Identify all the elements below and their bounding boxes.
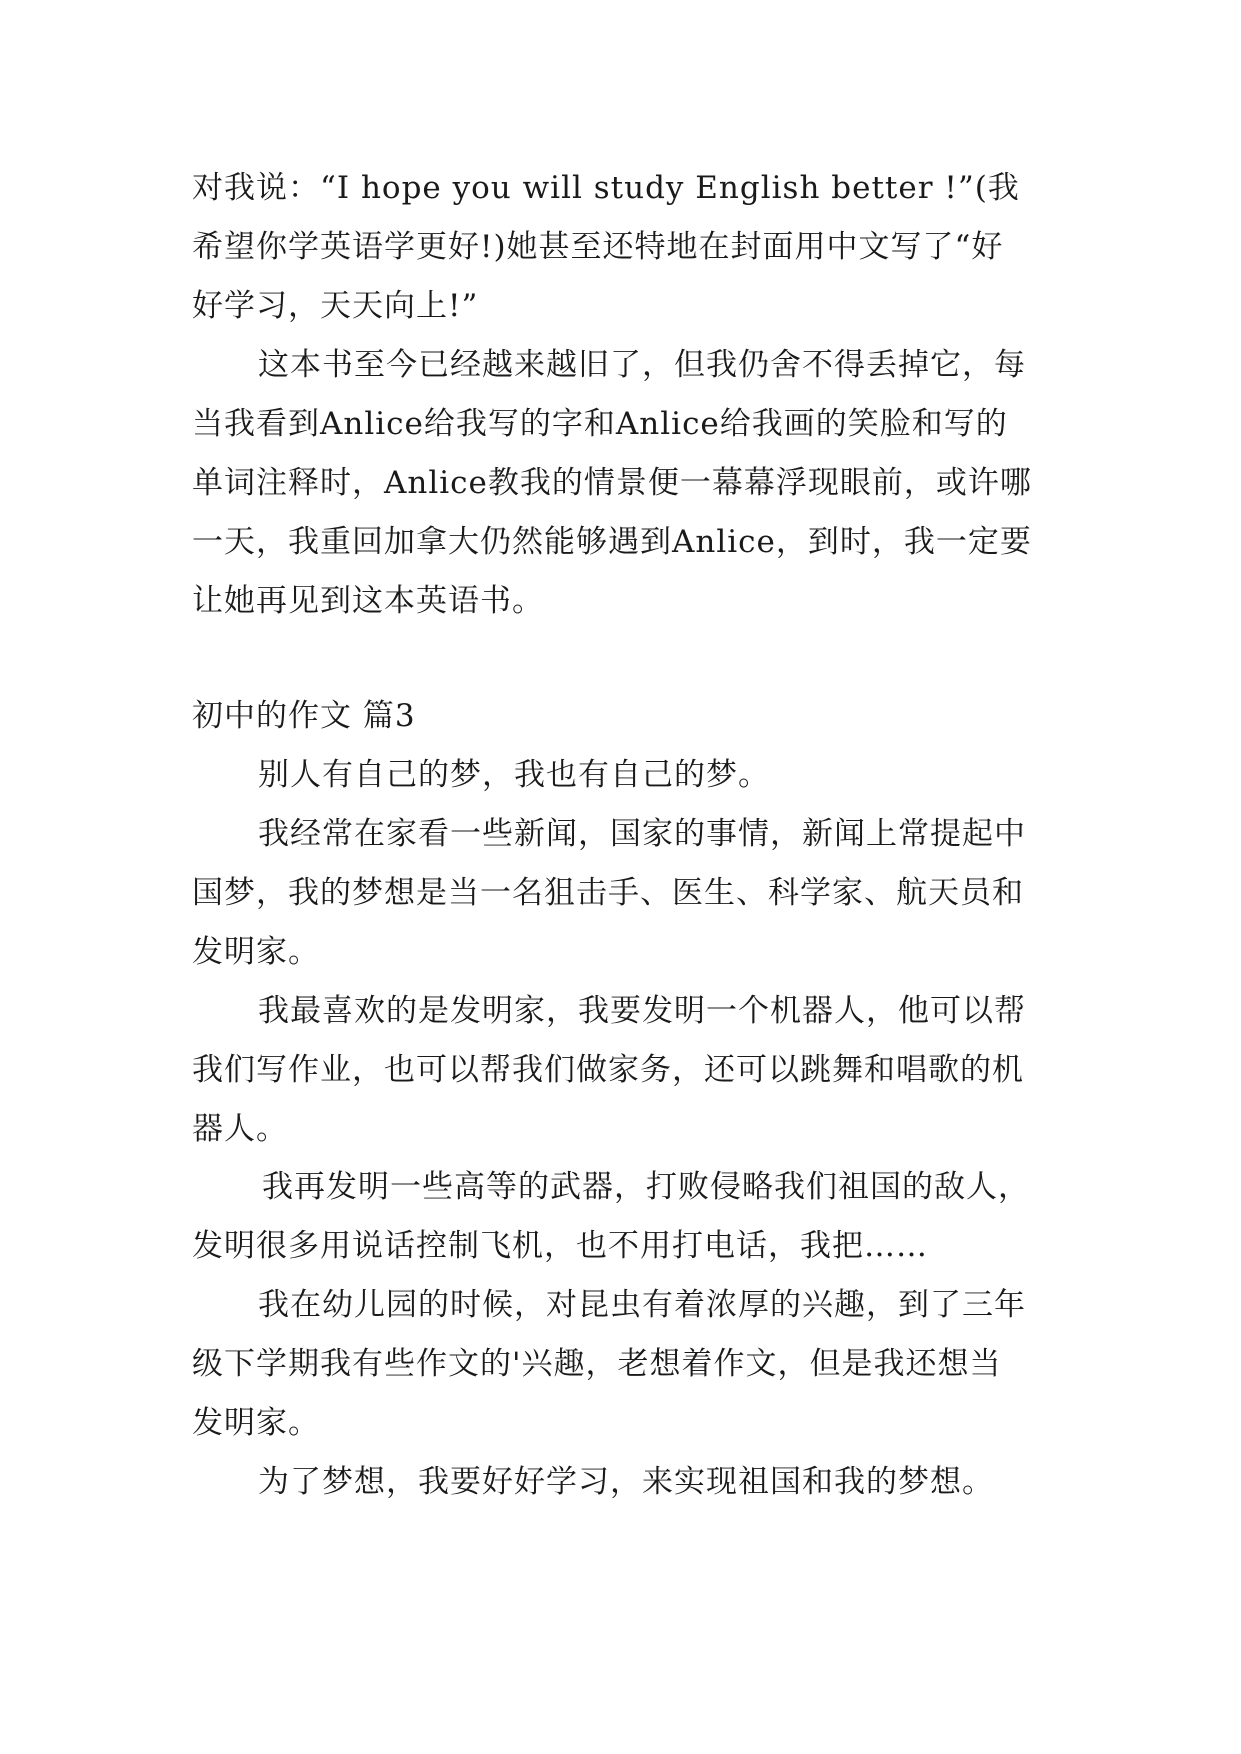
paragraph-line: 让她再见到这本英语书。 [192, 583, 544, 619]
paragraph-line: 我在幼儿园的时候，对昆虫有着浓厚的兴趣，到了三年 [258, 1287, 1026, 1323]
paragraph-line: 这本书至今已经越来越旧了，但我仍舍不得丢掉它，每 [258, 347, 1026, 383]
paragraph-line: 发明家。 [192, 1405, 320, 1441]
paragraph-line: 一天，我重回加拿大仍然能够遇到Anlice，到时，我一定要 [192, 524, 1032, 560]
paragraph-line: 我经常在家看一些新闻，国家的事情，新闻上常提起中 [258, 816, 1026, 852]
paragraph-line: 希望你学英语学更好!)她甚至还特地在封面用中文写了“好 [192, 229, 1004, 265]
paragraph-line: 国梦，我的梦想是当一名狙击手、医生、科学家、航天员和 [192, 875, 1024, 911]
section-heading: 初中的作文 篇3 [192, 698, 416, 734]
paragraph-line: 我最喜欢的是发明家，我要发明一个机器人，他可以帮 [258, 993, 1026, 1029]
paragraph-line: 单词注释时，Anlice教我的情景便一幕幕浮现眼前，或许哪 [192, 465, 1032, 501]
paragraph-line: 器人。 [192, 1111, 288, 1147]
paragraph-line: 我们写作业，也可以帮我们做家务，还可以跳舞和唱歌的机 [192, 1052, 1024, 1088]
paragraph-line: 级下学期我有些作文的'兴趣，老想着作文，但是我还想当 [192, 1346, 1002, 1382]
paragraph-line: 发明家。 [192, 934, 320, 970]
paragraph-line: 我再发明一些高等的武器，打败侵略我们祖国的敌人， [262, 1169, 1030, 1205]
paragraph-line: 为了梦想，我要好好学习，来实现祖国和我的梦想。 [258, 1464, 994, 1500]
paragraph-line: 对我说：“I hope you will study English better !”(我 [192, 170, 1020, 206]
paragraph-line: 别人有自己的梦，我也有自己的梦。 [258, 757, 770, 793]
paragraph-line: 好学习，天天向上!” [192, 288, 479, 324]
paragraph-line: 当我看到Anlice给我写的字和Anlice给我画的笑脸和写的 [192, 406, 1008, 442]
paragraph-line: 发明很多用说话控制飞机，也不用打电话，我把…… [192, 1228, 928, 1264]
